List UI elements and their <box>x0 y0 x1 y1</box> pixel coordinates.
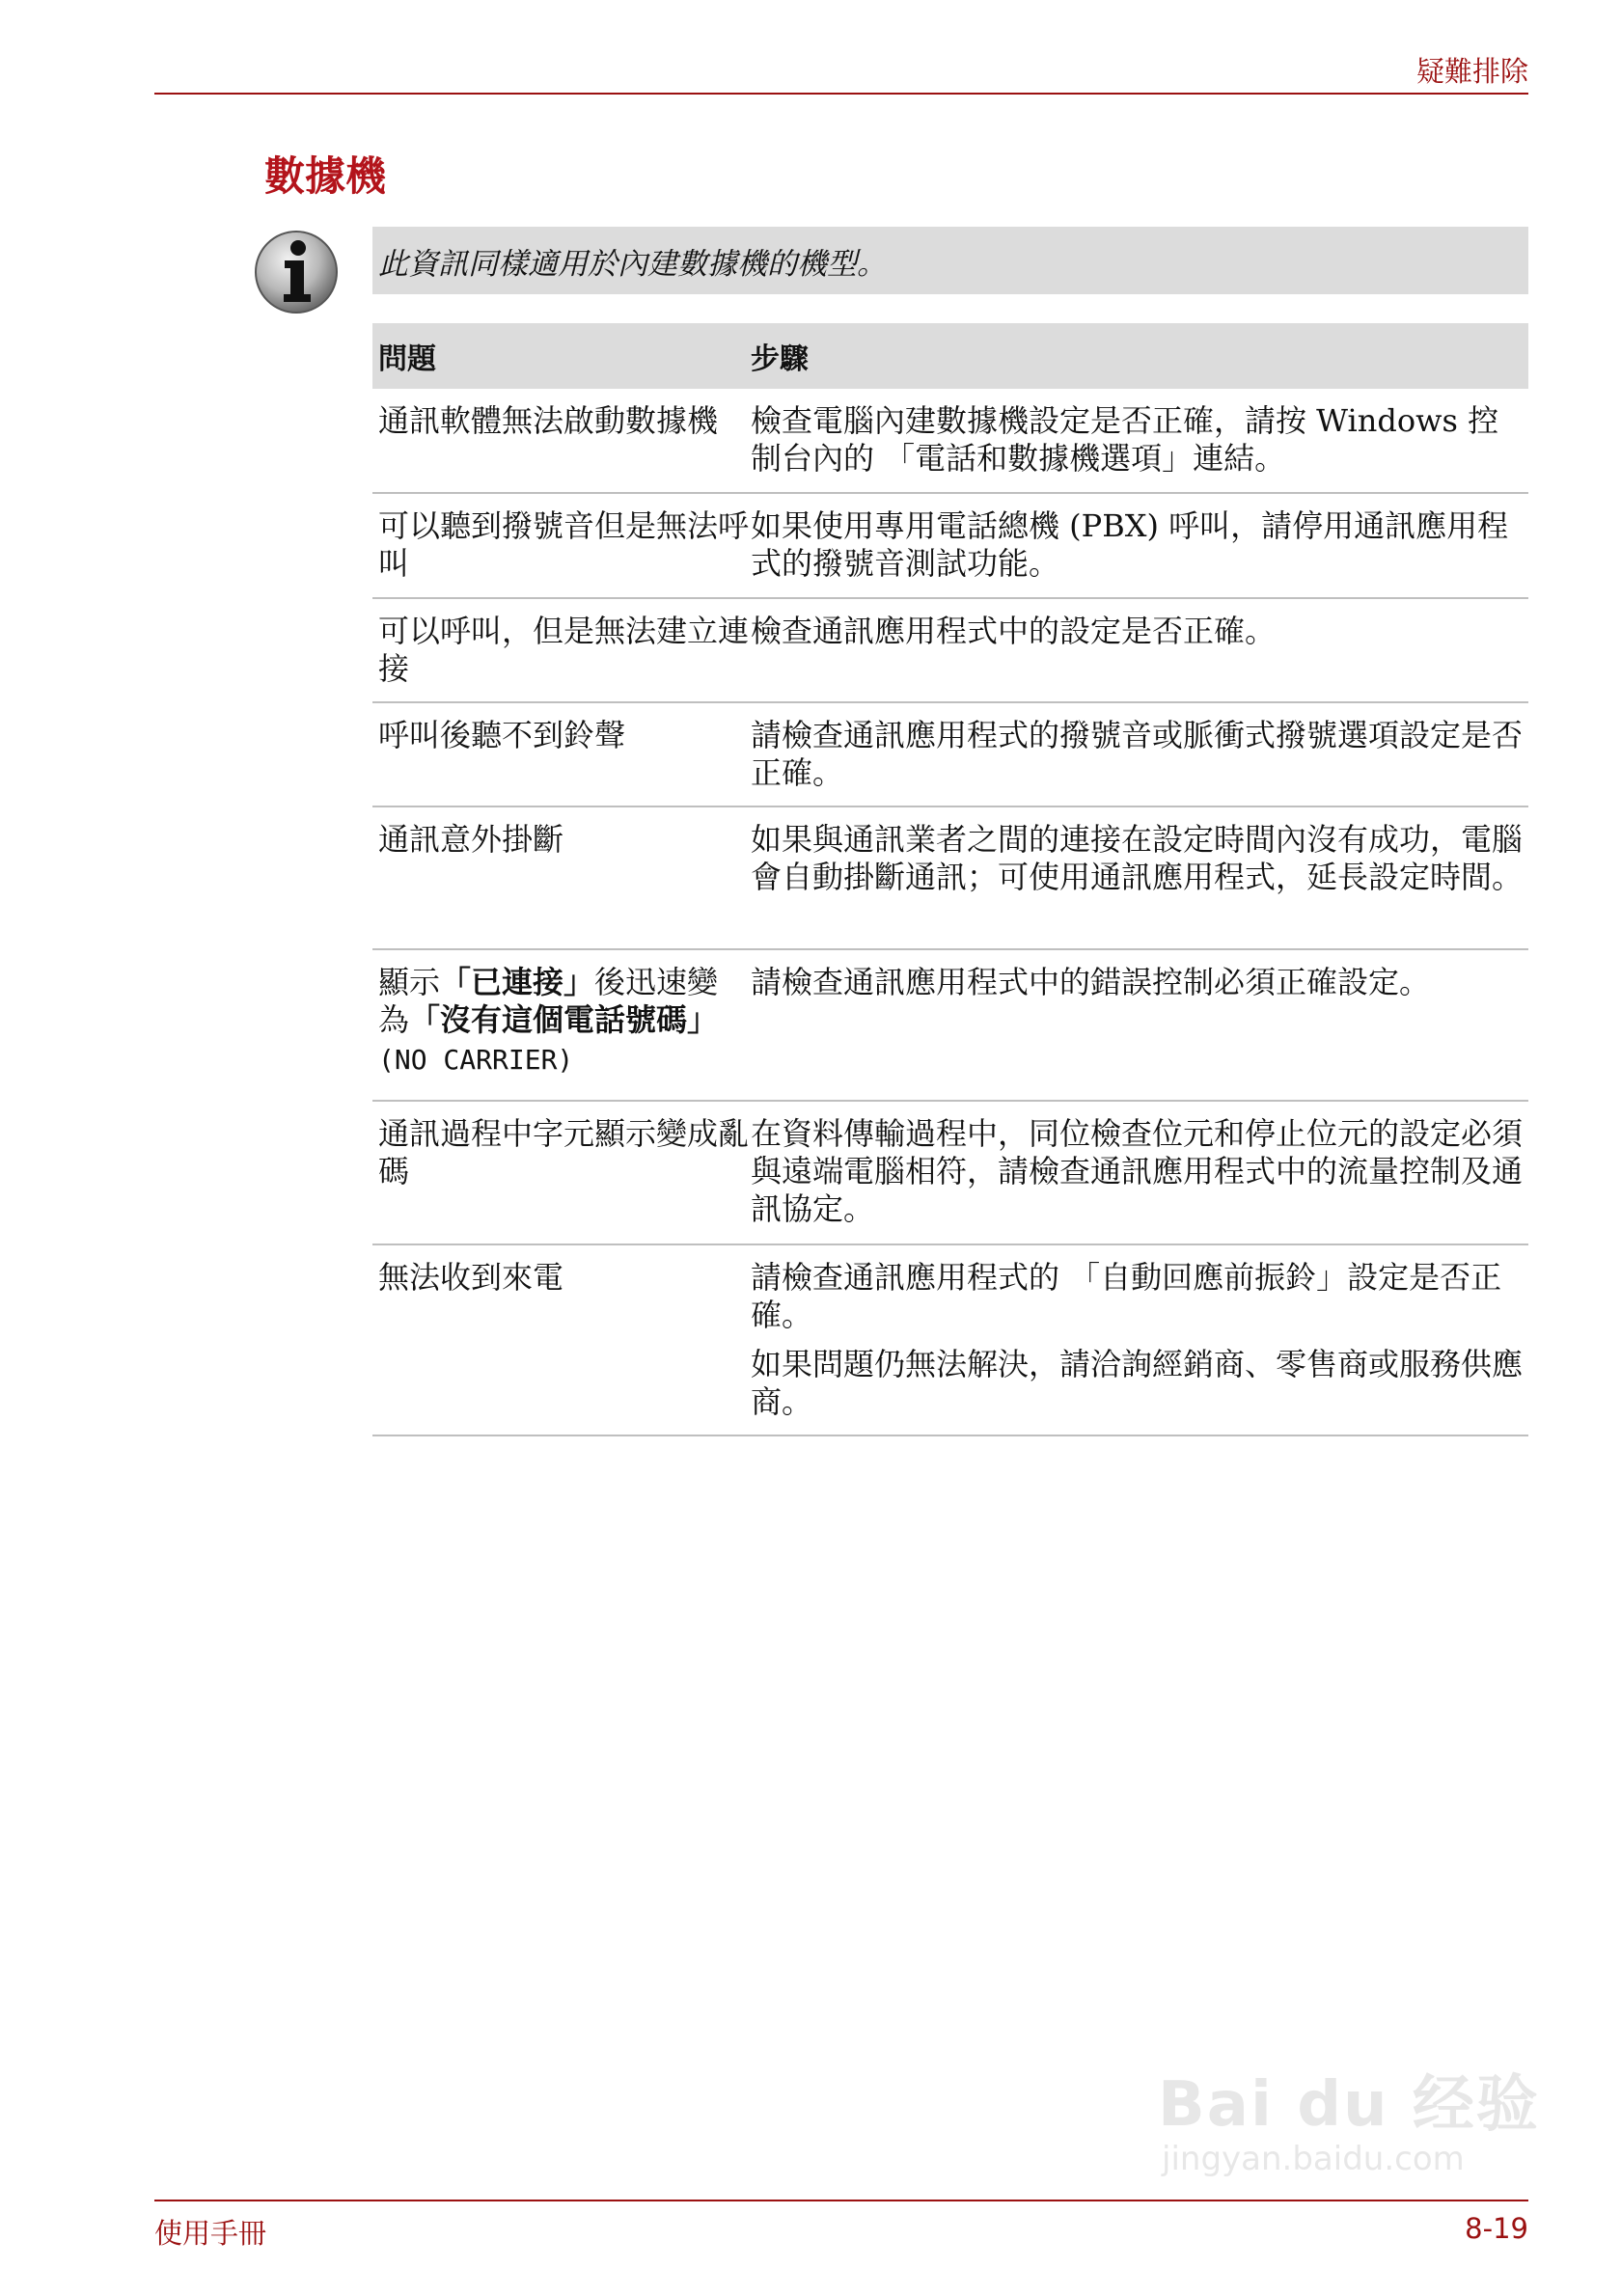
problem-cell: 通訊軟體無法啟動數據機 <box>378 402 719 439</box>
header-steps: 步驟 <box>751 342 809 376</box>
problem-cell: 呼叫後聽不到鈴聲 <box>378 717 626 753</box>
header-rule <box>154 93 1528 95</box>
table-row <box>372 703 1528 807</box>
header-problem: 問題 <box>378 342 436 376</box>
troubleshooting-table <box>372 323 1528 1436</box>
table-row <box>372 1102 1528 1245</box>
steps-cell: 在資料傳輸過程中，同位檢查位元和停止位元的設定必須與遠端電腦相符，請檢查通訊應用程式中的流量控制及通訊協定。 <box>751 1115 1524 1227</box>
problem-cell: 可以呼叫，但是無法建立連接 <box>378 613 750 687</box>
page-number: 8-19 <box>1465 2212 1528 2245</box>
baidu-watermark: Bai du 经验 jingyan.baidu.com <box>1158 2069 1540 2178</box>
footer-manual-label: 使用手冊 <box>154 2217 267 2250</box>
problem-cell: 可以聽到撥號音但是無法呼叫 <box>378 507 750 582</box>
steps-cell: 請檢查通訊應用程式的 「自動回應前振鈴」設定是否正確。 如果問題仍無法解決，請洽詢經銷商、零售商或服務供應商。 <box>751 1259 1524 1420</box>
steps-cell: 如果使用專用電話總機 (PBX) 呼叫，請停用通訊應用程式的撥號音測試功能。 <box>751 507 1509 582</box>
steps-cell: 請檢查通訊應用程式的撥號音或脈衝式撥號選項設定是否正確。 <box>751 717 1524 791</box>
table-row <box>372 494 1528 599</box>
problem-cell: 無法收到來電 <box>378 1259 564 1296</box>
table-row <box>372 807 1528 950</box>
table-row <box>372 950 1528 1102</box>
table-row <box>372 1245 1528 1436</box>
table-header <box>372 323 1528 389</box>
problem-cell: 通訊意外掛斷 <box>378 821 564 858</box>
running-header: 疑難排除 <box>1415 55 1528 88</box>
steps-cell: 如果與通訊業者之間的連接在設定時間內沒有成功，電腦會自動掛斷通訊；可使用通訊應用程式，延長設定時間。 <box>751 821 1524 895</box>
footer-rule <box>154 2200 1528 2201</box>
steps-cell: 檢查電腦內建數據機設定是否正確，請按 Windows 控制台內的 「電話和數據機選項」連結。 <box>751 402 1499 477</box>
note-text: 此資訊同樣適用於內建數據機的機型。 <box>378 247 887 282</box>
table-row <box>372 599 1528 703</box>
info-icon <box>253 229 340 315</box>
steps-cell: 請檢查通訊應用程式中的錯誤控制必須正確設定。 <box>751 964 1431 1000</box>
section-title: 數據機 <box>264 152 387 200</box>
steps-cell: 檢查通訊應用程式中的設定是否正確。 <box>751 613 1277 649</box>
table-row <box>372 389 1528 494</box>
problem-cell: 顯示「已連接」後迅速變為「沒有這個電話號碼」 (NO CARRIER) <box>378 964 719 1076</box>
problem-cell: 通訊過程中字元顯示變成亂碼 <box>378 1115 750 1189</box>
